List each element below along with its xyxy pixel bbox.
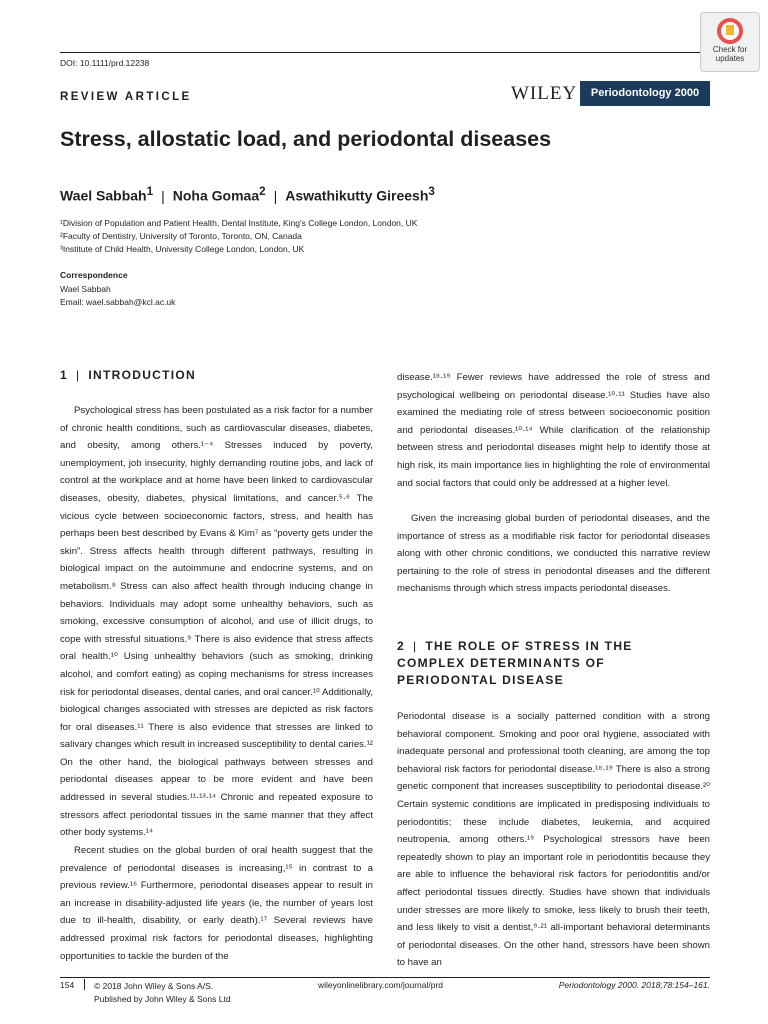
body-paragraph: Psychological stress has been postulated as a risk factor for a number of chronic health conditions, such as cardiovascular diseases, diabetes, and obesity, among others.¹⁻⁴ Stresses induced by poverty, unemployment, job insecurity, highly demanding routine jobs, and lack of control at the workplace and at home have been linked to cardiovascular diseases, obesity, diabetes, physical limitations, and cancer.⁵·⁶ The vicious cycle between socioeconomic factors, stress, and health has perhaps been best described by Evans & Kim⁷ as “poverty gets under the skin”. Stress affects health through different pathways, resulting in biological impact on the autoimmune and endocrine systems, and on metabolism.⁸ Stress can also affect health through inducing change in behaviors. Individuals may adopt some unhealthy behaviors, such as smoking, excessive consumption of alcohol, and use of illicit drugs, to cope with stressful situations.⁹ There is also evidence that stress affects oral health.¹⁰ Using unhealthy behaviors (such as smoking, drinking alcohol, and comfort eating) as coping mechanisms for stress increases risk for periodontal diseases, dental caries, and oral cancer.¹⁰ Additionally, biological changes associated with stresses are depicted as risk factors for oral diseases.¹¹ There is also evidence that stresses are linked to salivary changes which result in increased susceptibility to dental caries.¹² On the other hand, the biological pathways between stresses and periodontal diseases appear to be more evident and have been addressed in several studies.¹¹·¹³·¹⁴ Chronic and repeated exposure to stressors affect periodontal tissues in the same manner that they affect other body systems.¹⁴ — [60, 405, 374, 839]
section-title-line: COMPLEX DETERMINANTS OF — [397, 656, 605, 670]
section-title: INTRODUCTION — [88, 368, 196, 382]
check-for-updates-badge[interactable] — [700, 12, 760, 72]
correspondence-email[interactable]: Email: wael.sabbah@kcl.ac.uk — [60, 297, 176, 307]
section-heading-introduction: 1 | INTRODUCTION — [60, 368, 196, 382]
affiliation: ²Faculty of Dentistry, University of Toronto, Toronto, ON, Canada — [60, 231, 302, 241]
journal-badge: Periodontology 2000 — [580, 81, 710, 106]
author-name: Noha Gomaa — [172, 187, 260, 204]
check-for-updates-label: Check for updates — [712, 45, 748, 63]
citation: Periodontology 2000. 2018;78:154–161. — [558, 980, 710, 990]
author-name: Aswathikutty Gireesh — [285, 187, 429, 204]
crossmark-icon — [717, 18, 743, 44]
correspondence-name: Wael Sabbah — [60, 284, 111, 294]
copyright-line: © 2018 John Wiley & Sons A/S. — [94, 981, 214, 991]
doi[interactable]: DOI: 10.1111/prd.12238 — [60, 58, 150, 68]
body-paragraph: Recent studies on the global burden of oral health suggest that the prevalence of periodontal diseases is increasing,¹⁵ in contrast to a previous review.¹⁶ Furthermore, periodontal diseases appear to result in an increase in disability-adjusted life years (ie, the number of years lost due to ill-health, disability, or early death).¹⁷ Several reviews have addressed proximal risk factors for periodontal diseases, highlighting opportunities to tackle the burden of the — [60, 845, 373, 962]
author-affiliation-marker: 2 — [259, 185, 266, 198]
article-title: Stress, allostatic load, and periodontal diseases — [60, 127, 552, 151]
footer-divider — [84, 979, 85, 990]
section-number: 2 — [397, 639, 405, 653]
author-affiliation-marker: 1 — [146, 185, 154, 198]
affiliation: ³Institute of Child Health, University College London, London, UK — [60, 244, 305, 254]
article-type: REVIEW ARTICLE — [60, 91, 192, 103]
body-paragraph: Periodontal disease is a socially patterned condition with a strong behavioral component. Smoking and poor oral hygiene, associated with inadequate personal and professional tooth cleaning, are among the top behavioral risk factors for periodontal disease.¹⁸·¹⁹ There is also a strong genetic component that increases susceptibility to periodontal disease.²⁰ Certain systemic conditions are implicated in predisposing individuals to periodontitis; these include diabetes, leukemia, and acquired neutropenia, among others.¹⁹ Psychological stressors have been repeatedly shown to play an important role in periodontitis because they are able to influence the behavioral risk factors for periodontitis and/or affect periodontal tissues directly. Studies have shown that individuals under stresses are more likely to smoke, less likely to brush their teeth, and less likely to visit a dentist,⁹·²¹ all-important behavioral determinants of periodontal diseases. On the other hand, stressors have been shown to have an — [397, 711, 710, 969]
author-affiliation-marker: 3 — [428, 185, 435, 198]
author-name: Wael Sabbah — [60, 187, 147, 204]
correspondence-heading: Correspondence — [60, 270, 128, 280]
page-number: 154 — [60, 980, 75, 990]
publisher-line: Published by John Wiley & Sons Ltd — [94, 994, 231, 1004]
footer-rule — [60, 977, 710, 978]
section-title-line: THE ROLE OF STRESS IN THE — [425, 639, 633, 653]
header-rule — [60, 52, 710, 53]
journal-url[interactable]: wileyonlinelibrary.com/journal/prd — [318, 980, 444, 990]
publisher-logo: WILEY — [511, 83, 578, 104]
affiliation: ¹Division of Population and Patient Health, Dental Institute, King's College London, London, UK — [60, 218, 418, 228]
author-list: Wael Sabbah$^1$ | Noha Gomaa$^2$ | Aswathikutty Gireesh$^3$ — [60, 185, 435, 204]
section-title-line: PERIODONTAL DISEASE — [397, 673, 564, 687]
body-paragraph: disease.¹⁸·¹⁹ Fewer reviews have addressed the role of stress and psychological wellbeing on periodontal disease.¹⁰·¹¹ Studies have also examined the mediating role of stress between socioeconomic position and periodontal diseases.¹⁰·¹⁴ While clarification of the relationship between stress and periodontal diseases might help to identify those at high risk, its main importance lies in highlighting the role of environmental and social factors that could only be addressed at a higher level. — [397, 372, 710, 489]
section-number: 1 — [60, 368, 68, 382]
body-paragraph: Given the increasing global burden of periodontal diseases, and the importance of stress as a modifiable risk factor for periodontal diseases along with other chronic conditions, we conducted this narrative review pertaining to the role of stress in periodontal diseases and the different mechanisms through which stress impacts periodontal diseases. — [397, 513, 710, 595]
footer-copyright — [94, 980, 231, 1006]
section-heading-role-of-stress: 2 | THE ROLE OF STRESS IN THE COMPLEX DETERMINANTS OF PERIODONTAL DISEASE — [397, 639, 633, 687]
